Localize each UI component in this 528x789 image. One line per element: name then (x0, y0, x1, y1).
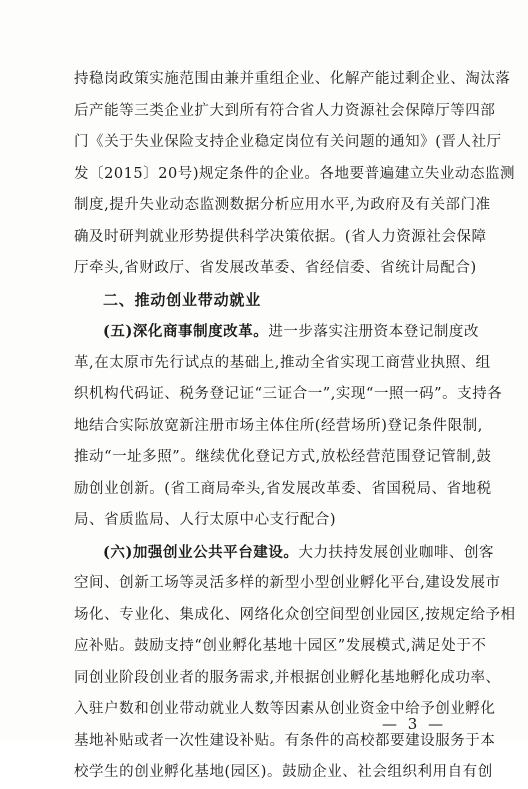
text-line: 推动“一址多照”。继续优化登记方式,放松经营范围登记管制,鼓 (74, 449, 492, 465)
text-line: 制度,提升失业动态监测数据分析应用水平,为政府及有关部门准 (74, 197, 491, 213)
page-number: — 3 — (382, 715, 447, 733)
text-line: 空间、创新工场等灵活多样的新型小型创业孵化平台,建设发展市 (74, 575, 501, 591)
text-line: 持稳岗政策实施范围由兼并重组企业、化解产能过剩企业、淘汰落 (74, 71, 511, 87)
paragraph-first-line (74, 537, 495, 569)
text-line: 同创业阶段创业者的服务需求,并根据创业孵化基地孵化成功率、 (74, 669, 501, 686)
text-line: 后产能等三类企业扩大到所有符合省人力资源社会保障厅等四部 (74, 102, 496, 119)
paragraph-lead: (六)加强创业公共平台建设。 (103, 543, 299, 561)
text-line: 基地补贴或者一次性建设补贴。有条件的高校都要建设服务于本 (74, 732, 496, 749)
paragraph-lead-rest: 进一步落实注册资本登记制度改 (268, 324, 480, 340)
paragraph-startup-platform (74, 537, 516, 789)
text-line: 场化、专业化、集成化、网络化众创空间型创业园区,按规定给予相 (74, 606, 516, 623)
document-body (74, 64, 516, 789)
text-line: 织机构代码证、税务登记证“三证合一”,实现“一照一码”。支持各 (74, 386, 503, 402)
section-heading: 二、推动创业带动就业 (103, 290, 262, 309)
text-line: 发〔2015〕20号)规定条件的企业。各地要普遍建立失业动态监测 (74, 165, 516, 182)
text-line: 厅牵头,省财政厅、省发展改革委、省经信委、省统计局配合) (74, 260, 477, 276)
text-line: 局、省质监局、人行太原中心支行配合) (74, 512, 337, 528)
paragraph-first-line (74, 316, 480, 348)
paragraph-commercial-reform (74, 316, 503, 537)
paragraph-lead-rest: 大力扶持发展创业咖啡、创客 (298, 544, 495, 561)
text-line: 门《关于失业保险支持企业稳定岗位有关问题的通知》(晋人社厅 (74, 134, 502, 150)
text-line: 励创业创新。(省工商局牵头,省发展改革委、省国税局、省地税 (74, 480, 492, 497)
paragraph-employment-stabilization (74, 64, 516, 285)
text-line: 校学生的创业孵化基地(园区)。鼓励企业、社会组织利用自有创 (74, 764, 493, 780)
text-line: 确及时研判就业形势提供科学决策依据。(省人力资源社会保障 (74, 228, 487, 245)
text-line: 入驻户数和创业带动就业人数等因素从创业资金中给予创业孵化 (74, 701, 496, 717)
text-line: 地结合实际放宽新注册市场主体住所(经营场所)登记条件限制, (74, 417, 483, 434)
text-line: 应补贴。鼓励支持“创业孵化基地十园区”发展模式,满足处于不 (74, 638, 487, 654)
text-line: 革,在太原市先行试点的基础上,推动全省实现工商营业执照、组 (74, 354, 491, 371)
paragraph-lead: (五)深化商事制度改革。 (103, 323, 269, 340)
